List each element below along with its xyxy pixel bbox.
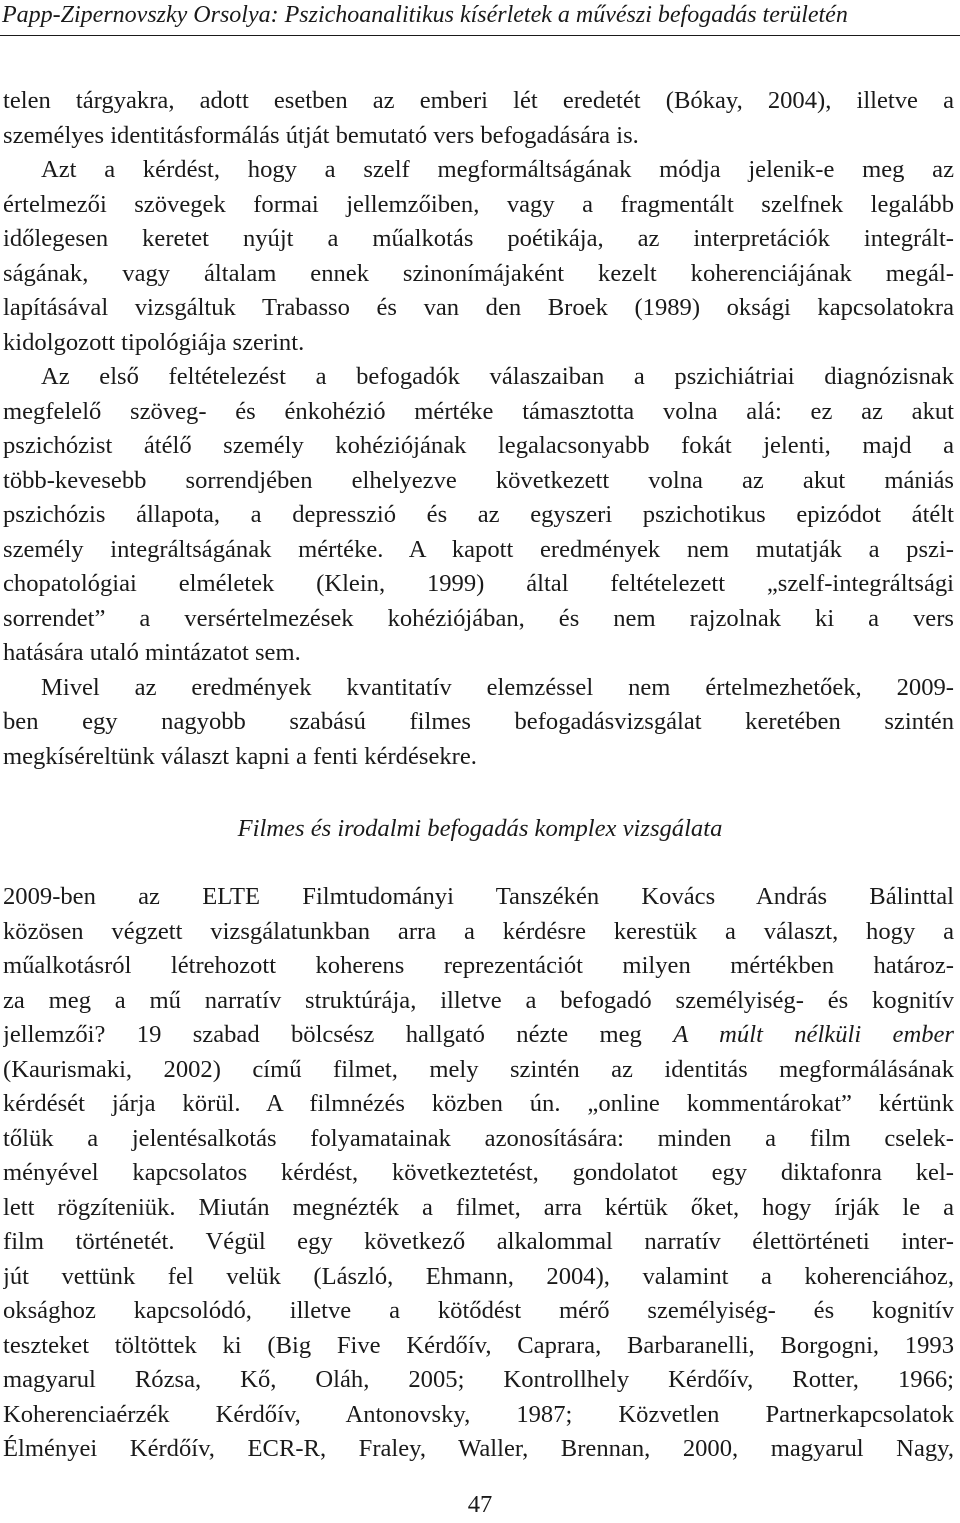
text-line: lett rögzíteniük. Miután megnézték a filmet, arra kértük őket, hogy írják le a [3,1193,954,1221]
text-line: sorrendet” a versértelmezések kohéziójában, és nem rajzolnak ki a vers [3,604,954,632]
film-title: A múlt nélküli ember [673,1021,954,1048]
text-line: pszichózist átélő személy kohéziójának legalacsonyabb fokát jelenti, majd a [3,432,954,459]
text-line: ságának, vagy általam ennek szinonímájaként kezelt koherenciájának megál- [3,259,954,287]
body-text-block-2 [3,880,954,1467]
text-line: tőlük a jelentésalkotás folyamatainak azonosítására: minden a film cselek- [3,1124,954,1152]
text-line: Az első feltételezést a befogadók válaszaiban a pszichiátriai diagnózisnak [41,363,954,390]
section-heading: Filmes és irodalmi befogadás komplex vizsgálata [237,815,723,842]
text-line: za meg a mű narratív struktúrája, illetve a befogadó személyiség- és kognitív [3,986,954,1014]
text-line: Élményei Kérdőív, ECR-R, Fraley, Waller, Brennan, 2000, magyarul Nagy, [3,1435,954,1462]
page-number: 47 [467,1491,493,1518]
body-text-block-1 [3,84,954,774]
text-line: megfelelő szöveg- és énkohézió mértéke támasztotta volna alá: ez az akut [3,397,954,425]
text-line: pszichózis állapota, a depresszió és az egyszeri pszichotikus epizódot átélt [3,501,954,528]
text-line: ben egy nagyobb szabású filmes befogadásvizsgálat keretében szintén [3,708,954,735]
text-line: Azt a kérdést, hogy a szelf megformáltságának módja jelenik-e meg az [41,156,954,183]
text-line: magyarul Rózsa, Kő, Oláh, 2005; Kontrollhely Kérdőív, Rotter, 1966; [3,1366,954,1393]
text-line: Mivel az eredmények kvantitatív elemzéssel nem értelmezhetőek, 2009- [41,673,954,701]
text-line: telen tárgyakra, adott esetben az emberi lét eredetét (Bókay, 2004), illetve a [3,87,954,114]
header-rule [0,35,960,36]
text-line: több-kevesebb sorrendjében elhelyezve következett volna az akut mániás [3,466,954,494]
text-line: kérdését járja körül. A filmnézés közben ún. „online kommentárokat” kértünk [3,1090,954,1117]
text-line-mixed [3,1018,954,1053]
text-line: időlegesen keretet nyújt a műalkotás poétikája, az interpretációk integrált- [3,225,954,252]
text-line: értelmezői szövegek formai jellemzőiben, vagy a fragmentált szelfnek legalább [3,190,954,218]
text-line: hatására utaló mintázatot sem. [3,639,301,666]
text-line: 2009-ben az ELTE Filmtudományi Tanszékén Kovács András Bálinttal [3,883,954,910]
text-line: műalkotásról létrehozott koherens reprezentációt milyen mértékben határoz- [3,952,954,979]
text-line: teszteket töltöttek ki (Big Five Kérdőív, Caprara, Barbaranelli, Borgogni, 1993 [3,1331,954,1359]
text-line: közösen végzett vizsgálatunkban arra a kérdésre kerestük a választ, hogy a [3,917,954,945]
text-line: személy integráltságának mértéke. A kapott eredmények nem mutatják a pszi- [3,535,954,563]
running-header: Papp-Zipernovszky Orsolya: Pszichoanalitikus kísérletek a művészi befogadás területén [2,2,848,28]
text-line: kidolgozott tipológiája szerint. [3,328,305,356]
text-line: film történetét. Végül egy következő alkalommal narratív élettörténeti inter- [3,1228,954,1255]
text-line: megkíséreltünk választ kapni a fenti kérdésekre. [3,742,477,770]
text-run: jellemzői? 19 szabad bölcsész hallgató nézte meg [3,1021,642,1048]
text-line: lapításával vizsgáltuk Trabasso és van den Broek (1989) oksági kapcsolatokra [3,294,954,321]
text-line: személyes identitásformálás útját bemutató vers befogadására is. [3,121,639,149]
text-line: Koherenciaérzék Kérdőív, Antonovsky, 1987; Közvetlen Partnerkapcsolatok [3,1400,954,1428]
text-line: oksághoz kapcsolódó, illetve a kötődést mérő személyiség- és kognitív [3,1297,954,1324]
text-line: chopatológiai elméletek (Klein, 1999) által feltételezett „szelf-integráltsági [3,570,954,597]
text-line: (Kaurismaki, 2002) című filmet, mely szintén az identitás megformálásának [3,1055,954,1083]
text-line: ményével kapcsolatos kérdést, következtetést, gondolatot egy diktafonra kel- [3,1159,954,1186]
text-line: jút vettünk fel velük (László, Ehmann, 2004), valamint a koherenciához, [3,1262,954,1290]
